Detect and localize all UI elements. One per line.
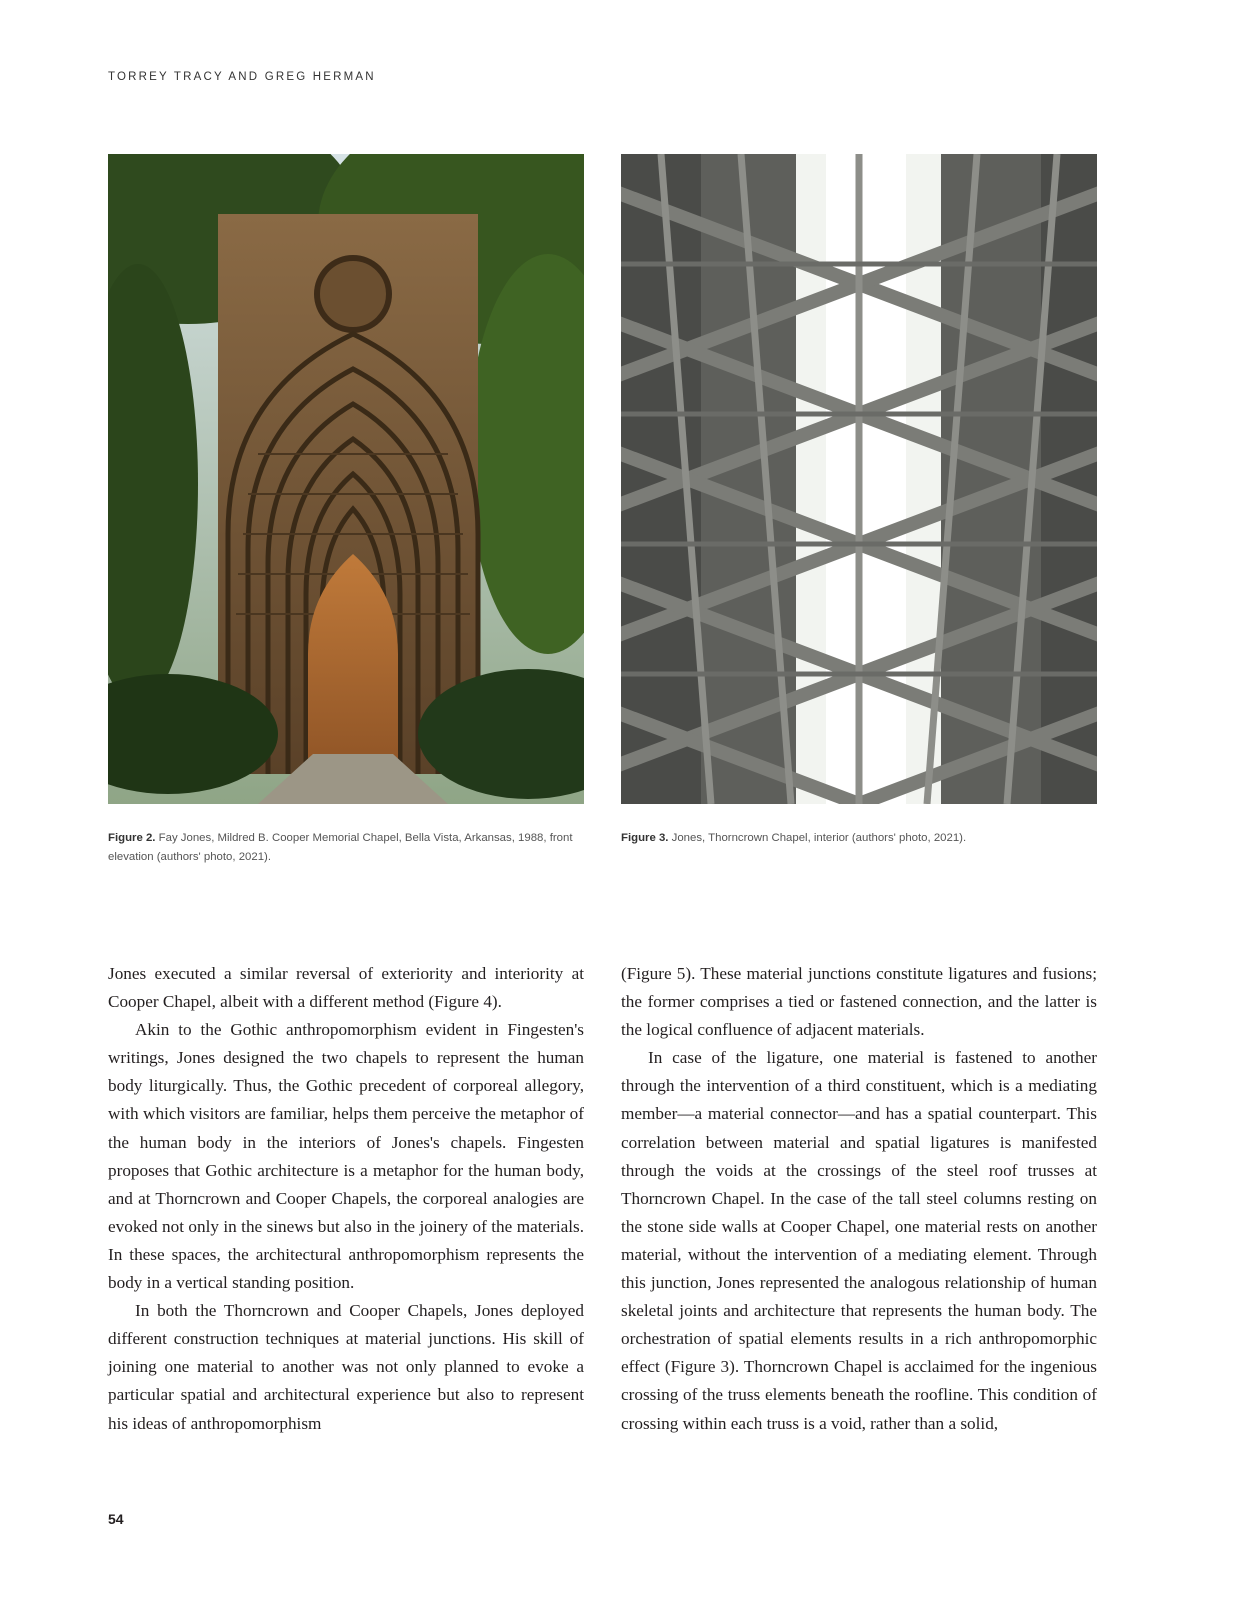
figure-2-caption-text: Fay Jones, Mildred B. Cooper Memorial Chapel, Bella Vista, Arkansas, 1988, front elevation (authors' photo, 2021). [108, 832, 573, 863]
paragraph: (Figure 5). These material junctions constitute ligatures and fusions; the former comprises a tied or fastened connection, and the latter is the logical confluence of adjacent materials. [621, 964, 1097, 1040]
figure-2-label: Figure 2. [108, 832, 156, 844]
figure-2-caption [108, 829, 584, 867]
paragraph: In case of the ligature, one material is fastened to another through the intervention of a third constituent, which is a mediating member—a material connector—and has a spatial counterpart. This correlation between material and spatial ligatures is manifested through the voids at the crossings of the steel roof trusses at Thorncrown Chapel. In the case of the tall steel columns resting on the stone side walls at Cooper Chapel, one material rests on another material, without the intervention of a mediating element. Through this junction, Jones represented the analogous relationship of human skeletal joints and architecture that represents the human body. The orchestration of spatial elements results in a rich anthropomorphic effect (Figure 3). Thorncrown Chapel is acclaimed for the ingenious crossing of the truss elements beneath the roofline. This condition of crossing within each truss is a void, rather than a solid, [621, 1048, 1097, 1433]
cooper-chapel-image [108, 154, 584, 804]
figure-3-photo [621, 154, 1097, 804]
body-column-left [108, 960, 584, 1438]
figure-3-caption [621, 829, 1097, 848]
paragraph: Akin to the Gothic anthropomorphism evident in Fingesten's writings, Jones designed the two chapels to represent the human body liturgically. Thus, the Gothic precedent of corporeal allegory, with which visitors are familiar, helps them perceive the metaphor of the human body in the interiors of Jones's chapels. Fingesten proposes that Gothic architecture is a metaphor for the human body, and at Thorncrown and Cooper Chapels, the corporeal analogies are evoked not only in the sinews but also in the joinery of the materials. In these spaces, the architectural anthropomorphism represents the body in a vertical standing position. [108, 1020, 584, 1293]
running-head: TORREY TRACY AND GREG HERMAN [108, 71, 376, 83]
paragraph: In both the Thorncrown and Cooper Chapels, Jones deployed different construction techniques at material junctions. His skill of joining one material to another was not only planned to evoke a particular spatial and architectural experience but also to represent his ideas of anthropomorphism [108, 1301, 584, 1433]
body-column-right [621, 960, 1097, 1438]
paragraph: Jones executed a similar reversal of exteriority and interiority at Cooper Chapel, albeit with a different method (Figure 4). [108, 964, 584, 1012]
page-number: 54 [108, 1511, 124, 1527]
figure-2-photo [108, 154, 584, 804]
thorncrown-chapel-image [621, 154, 1097, 804]
figure-3-label: Figure 3. [621, 832, 669, 844]
figure-3-caption-text: Jones, Thorncrown Chapel, interior (authors' photo, 2021). [671, 832, 967, 844]
